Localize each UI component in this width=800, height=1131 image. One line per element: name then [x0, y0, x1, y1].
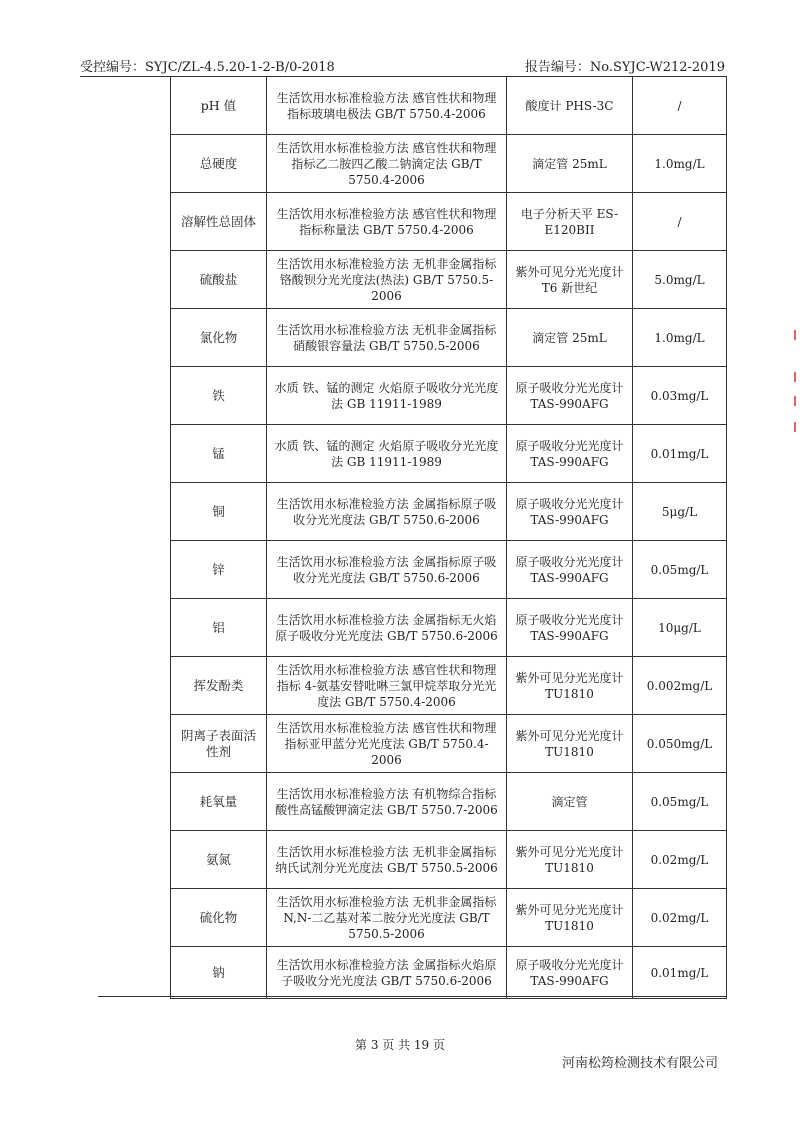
- detection-limit-cell: 1.0mg/L: [633, 309, 727, 367]
- test-item-cell: 挥发酚类: [171, 657, 267, 715]
- stamp-edge-mark: [788, 330, 796, 340]
- test-item-cell: 硫化物: [171, 889, 267, 947]
- instrument-cell: 原子吸收分光光度计 TAS-990AFG: [507, 425, 633, 483]
- test-item-cell: pH 值: [171, 77, 267, 135]
- test-methods-table: [170, 76, 727, 999]
- table-row: [171, 715, 727, 773]
- detection-limit-cell: 0.01mg/L: [633, 947, 727, 999]
- test-method-cell: 生活饮用水标准检验方法 金属指标原子吸收分光光度法 GB/T 5750.6-2006: [267, 483, 507, 541]
- detection-limit-cell: 0.02mg/L: [633, 831, 727, 889]
- instrument-cell: 滴定管 25mL: [507, 309, 633, 367]
- company-name: 河南松筠检测技术有限公司: [561, 1056, 718, 1071]
- test-item-cell: 溶解性总固体: [171, 193, 267, 251]
- test-method-cell: 水质 铁、锰的测定 火焰原子吸收分光光度法 GB 11911-1989: [267, 367, 507, 425]
- test-method-cell: 生活饮用水标准检验方法 感官性状和物理指标亚甲蓝分光光度法 GB/T 5750.4-2006: [267, 715, 507, 773]
- test-method-cell: 生活饮用水标准检验方法 无机非金属指标纳氏试剂分光光度法 GB/T 5750.5-2006: [267, 831, 507, 889]
- table-bottom-divider: [98, 996, 726, 997]
- test-item-cell: 耗氧量: [171, 773, 267, 831]
- test-item-cell: 铜: [171, 483, 267, 541]
- detection-limit-cell: 0.01mg/L: [633, 425, 727, 483]
- test-method-cell: 生活饮用水标准检验方法 有机物综合指标酸性高锰酸钾滴定法 GB/T 5750.7-2006: [267, 773, 507, 831]
- table-row: [171, 889, 727, 947]
- test-method-cell: 生活饮用水标准检验方法 金属指标无火焰原子吸收分光光度法 GB/T 5750.6-2006: [267, 599, 507, 657]
- detection-limit-cell: /: [633, 77, 727, 135]
- instrument-cell: 原子吸收分光光度计 TAS-990AFG: [507, 483, 633, 541]
- instrument-cell: 原子吸收分光光度计 TAS-990AFG: [507, 947, 633, 999]
- test-method-cell: 生活饮用水标准检验方法 无机非金属指标硝酸银容量法 GB/T 5750.5-2006: [267, 309, 507, 367]
- test-item-cell: 氯化物: [171, 309, 267, 367]
- detection-limit-cell: 0.002mg/L: [633, 657, 727, 715]
- table-row: [171, 831, 727, 889]
- page-header: [80, 56, 725, 76]
- table-row: [171, 251, 727, 309]
- table-row: [171, 425, 727, 483]
- table-row: [171, 947, 727, 999]
- detection-limit-cell: 0.05mg/L: [633, 541, 727, 599]
- instrument-cell: 原子吸收分光光度计 TAS-990AFG: [507, 367, 633, 425]
- test-item-cell: 锰: [171, 425, 267, 483]
- page-number: 第 3 页 共 19 页: [355, 1038, 445, 1052]
- test-method-cell: 水质 铁、锰的测定 火焰原子吸收分光光度法 GB 11911-1989: [267, 425, 507, 483]
- table-row: [171, 541, 727, 599]
- table-row: [171, 367, 727, 425]
- instrument-cell: 紫外可见分光光度计 TU1810: [507, 889, 633, 947]
- test-method-cell: 生活饮用水标准检验方法 金属指标火焰原子吸收分光光度法 GB/T 5750.6-2006: [267, 947, 507, 999]
- detection-limit-cell: 0.050mg/L: [633, 715, 727, 773]
- report-number: 报告编号：No.SYJC-W212-2019: [524, 60, 725, 75]
- table-row: [171, 599, 727, 657]
- detection-limit-cell: 0.05mg/L: [633, 773, 727, 831]
- detection-limit-cell: 1.0mg/L: [633, 135, 727, 193]
- instrument-cell: 原子吸收分光光度计 TAS-990AFG: [507, 599, 633, 657]
- detection-limit-cell: /: [633, 193, 727, 251]
- instrument-cell: 电子分析天平 ES-E120BII: [507, 193, 633, 251]
- test-item-cell: 阴离子表面活性剂: [171, 715, 267, 773]
- stamp-edge-mark: [788, 422, 796, 432]
- table-row: [171, 77, 727, 135]
- test-item-cell: 锌: [171, 541, 267, 599]
- detection-limit-cell: 5μg/L: [633, 483, 727, 541]
- test-item-cell: 铝: [171, 599, 267, 657]
- table-row: [171, 309, 727, 367]
- table-row: [171, 193, 727, 251]
- test-item-cell: 总硬度: [171, 135, 267, 193]
- stamp-edge-mark: [788, 396, 796, 406]
- instrument-cell: 滴定管: [507, 773, 633, 831]
- table-row: [171, 657, 727, 715]
- detection-limit-cell: 0.02mg/L: [633, 889, 727, 947]
- instrument-cell: 紫外可见分光光度计 TU1810: [507, 715, 633, 773]
- test-item-cell: 铁: [171, 367, 267, 425]
- instrument-cell: 酸度计 PHS-3C: [507, 77, 633, 135]
- test-method-cell: 生活饮用水标准检验方法 感官性状和物理指标称量法 GB/T 5750.4-2006: [267, 193, 507, 251]
- instrument-cell: 原子吸收分光光度计 TAS-990AFG: [507, 541, 633, 599]
- stamp-edge-mark: [788, 372, 796, 382]
- instrument-cell: 紫外可见分光光度计 TU1810: [507, 831, 633, 889]
- test-method-cell: 生活饮用水标准检验方法 感官性状和物理指标 4-氨基安替吡啉三氯甲烷萃取分光光度法 GB/T 5750.4-2006: [267, 657, 507, 715]
- detection-limit-cell: 5.0mg/L: [633, 251, 727, 309]
- test-method-cell: 生活饮用水标准检验方法 无机非金属指标铬酸钡分光光度法(热法) GB/T 5750.5-2006: [267, 251, 507, 309]
- detection-limit-cell: 0.03mg/L: [633, 367, 727, 425]
- instrument-cell: 紫外可见分光光度计 TU1810: [507, 657, 633, 715]
- test-method-cell: 生活饮用水标准检验方法 感官性状和物理指标乙二胺四乙酸二钠滴定法 GB/T 5750.4-2006: [267, 135, 507, 193]
- test-item-cell: 氨氮: [171, 831, 267, 889]
- control-number: 受控编号：SYJC/ZL-4.5.20-1-2-B/0-2018: [80, 60, 335, 75]
- test-method-cell: 生活饮用水标准检验方法 感官性状和物理指标玻璃电极法 GB/T 5750.4-2006: [267, 77, 507, 135]
- instrument-cell: 滴定管 25mL: [507, 135, 633, 193]
- test-item-cell: 硫酸盐: [171, 251, 267, 309]
- table-row: [171, 483, 727, 541]
- test-method-cell: 生活饮用水标准检验方法 无机非金属指标 N,N-二乙基对苯二胺分光光度法 GB/T 5750.5-2006: [267, 889, 507, 947]
- table-row: [171, 135, 727, 193]
- test-method-cell: 生活饮用水标准检验方法 金属指标原子吸收分光光度法 GB/T 5750.6-2006: [267, 541, 507, 599]
- instrument-cell: 紫外可见分光光度计 T6 新世纪: [507, 251, 633, 309]
- table-row: [171, 773, 727, 831]
- test-item-cell: 钠: [171, 947, 267, 999]
- detection-limit-cell: 10μg/L: [633, 599, 727, 657]
